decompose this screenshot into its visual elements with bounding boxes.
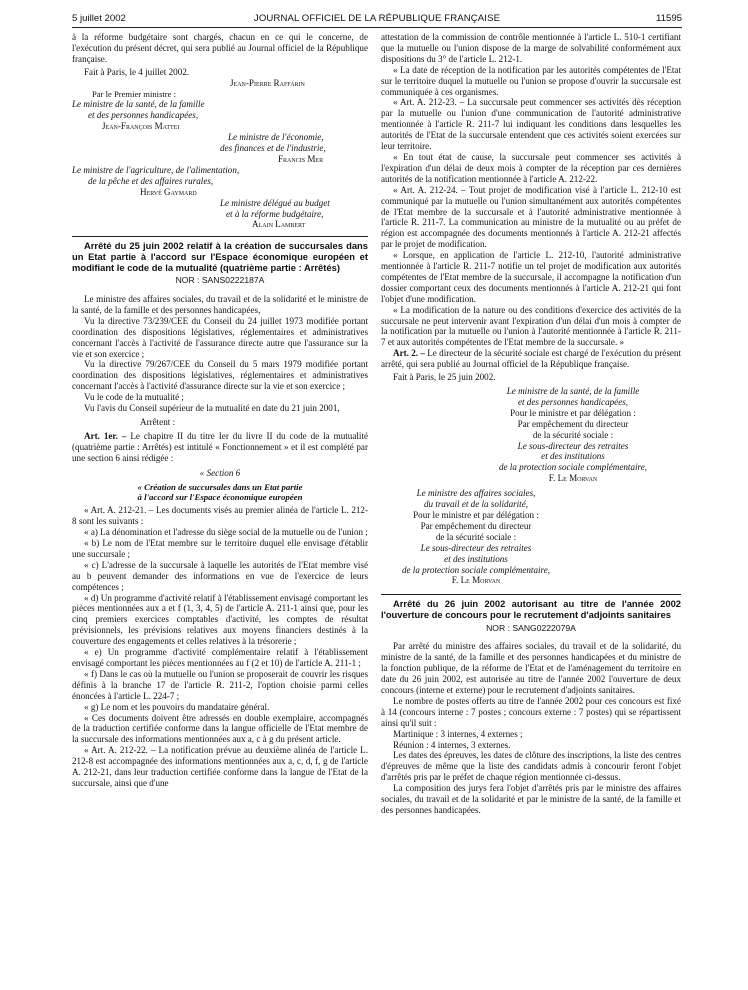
signatory-title: et des personnes handicapées, [88,110,199,121]
signatory-title: Le ministre délégué au budget [220,197,330,208]
signature-date: Fait à Paris, le 4 juillet 2002. [84,66,190,77]
signatory-title: et des institutions [444,553,508,564]
nor-reference: NOR : SANS0222187A [175,275,265,286]
signatory-name: F. Le Morvan [548,473,598,484]
paragraph: Vu l'avis du Conseil supérieur de la mutualité en date du 21 juin 2001, [84,403,340,414]
paragraph: Vu la directive 79/267/CEE du Conseil du 5 mars 1979 modifiée portant coordination des dispositions législatives, réglementaires et administratives concernant l'accès à l'activité d'assurance directe sur la vie et son exercice ; [72,359,368,392]
section-divider [381,594,681,595]
signature-mention: Pour le ministre et par délégation : [413,509,539,520]
decree-title: Arrêté du 25 juin 2002 relatif à la création de succursales dans un Etat partie à l'accord sur l'Espace économique européen et modifiant le code de la mutualité (quatrième partie : Arrêtés) [72,240,368,273]
paragraph: « Art. A. 212-24. – Tout projet de modification visé à l'article L. 212-10 est communiqué par la mutuelle ou l'union simultanément aux autorités compétentes de l'Etat membre de la succursale et à l'autorité administrative mentionnée à l'article R. 211-7. La communication au ministre de la mutualité ou au préfet de région est accompagnée des documents mentionnés à l'article A. 212-21 affectés par le projet de modification. [381,184,681,250]
article-label: Art. 1er. – [84,430,127,441]
signature-mention: Par le Premier ministre : [92,88,177,99]
paragraph: « d) Un programme d'activité relatif à l'établissement envisagé comportant les pièces mentionnées aux a et f (1, 3, 4, 5) de l'article A. 211-1 ainsi que, pour les cinq premiers exercices comptables d'activité, les comptes de résultat prévisionnels, les prévisions relatives aux moyens financiers destinés à la couverture des engagements et celles relatives à la trésorerie ; [72,592,368,647]
signatory-title: Le ministre de l'agriculture, de l'alimentation, [72,164,240,175]
article-label: Art. 2. – [393,348,425,359]
paragraph: « Art. A. 212-23. – La succursale peut commencer ses activités dès réception par la mutuelle ou l'union d'une communication de l'autorité administrative mentionnée à l'article R. 211-7 lui indiquant les conditions dans lesquelles les autorités de l'Etat de la succursale entendent que ces activités soient exercées sur leur territoire. [381,97,681,152]
paragraph: « En tout état de cause, la succursale peut commencer ses activités à l'expiration d'un délai de deux mois à compter de la réception par ces dernières autorités de la notification mentionnée à l'article A. 212-22. [381,151,681,184]
paragraph: Les dates des épreuves, les dates de clôture des inscriptions, la liste des centres d'épreuves de même que la liste des candidats admis à concourir feront l'objet d'arrêtés pris par le préfet de chaque région mentionnée ci-dessus. [381,750,681,783]
signature-mention: Par empêchement du directeur [420,520,532,531]
section-divider [72,236,368,237]
section-title: à l'accord sur l'Espace économique européen [137,492,303,503]
paragraph: « f) Dans le cas où la mutuelle ou l'union se proposerait de couvrir les risques définis à la branche 17 de l'article R. 211-2, l'option choisie parmi celles énoncées à l'article L. 224-7 ; [72,668,368,701]
paragraph: « c) L'adresse de la succursale à laquelle les autorités de l'Etat membre visé au b peuvent demander des informations en vue de l'exercice de leurs compétences ; [72,559,368,592]
signatory-name: Francis Mer [278,153,324,164]
signatory-name: Hervé Gaymard [140,186,197,197]
signatory-name: Alain Lambert [252,219,306,230]
article-text: Le chapitre II du titre Ier du livre II du code de la mutualité (quatrième partie : Arrêtés) est intitulé « Fonctionnement » et il est complété par une section 6 ainsi rédigée : [72,430,368,463]
signatory-name: Jean-Pierre Raffarin [230,77,305,88]
signatory-title: et à la réforme budgétaire, [226,208,324,219]
paragraph: « g) Le nom et les pouvoirs du mandataire général. [84,701,270,712]
paragraph: Vu le code de la mutualité ; [84,392,184,403]
signatory-title: de la protection sociale complémentaire, [498,462,648,473]
signatory-title: Le sous-directeur des retraites [517,440,629,451]
paragraph: Le nombre de postes offerts au titre de l'année 2002 pour ces concours est fixé à 14 (concours interne : 7 postes ; concours externe : 7 postes) qui se répartissent ainsi qu'il suit : [381,695,681,728]
paragraph: attestation de la commission de contrôle mentionnée à l'article L. 510-1 certifiant que la mutuelle ou l'union dispose de la marge de solvabilité conformément aux dispositions du 3° de l'article L. 212-1. [381,32,681,64]
signatory-title: Le ministre de la santé, de la famille [506,386,640,396]
paragraph: « Art. A. 212-22. – La notification prévue au deuxième alinéa de l'article L. 212-8 est accompagnée des informations mentionnées aux a, c, d, f, g de l'article A. 212-21, dans leur traduction certifiée conforme dans la langue de l'Etat de la succursale, ainsi que d'une [72,745,368,788]
paragraph: Le ministre des affaires sociales, du travail et de la solidarité et le ministre de la santé, de la famille et des personnes handicapées, [72,294,368,315]
paragraph: « b) Le nom de l'Etat membre sur le territoire duquel elle envisage d'établir une succursale ; [72,538,368,559]
signatory-title: et des institutions [541,451,605,462]
signatory-title: de la pêche et des affaires rurales, [88,175,214,186]
header-rule [72,27,682,28]
signature-block [381,488,571,586]
paragraph: Martinique : 3 internes, 4 externes ; [393,728,523,739]
paragraph: « La modification de la nature ou des conditions d'exercice des activités de la succursale ne peut intervenir avant l'expiration d'un délai d'un mois à compter de la notification par la mutuelle ou l'union à l'autorité mentionnée à l'article R. 211-7 et aux autorités compétentes de l'Etat membre de la succursale. » [381,304,681,348]
paragraph: La composition des jurys fera l'objet d'arrêtés pris par le ministre des affaires sociales, du travail et de la solidarité et par le ministre de la santé, de la famille et des personnes handicapées. [381,783,681,815]
nor-reference: NOR : SANG0222079A [486,622,576,633]
paragraph: « a) La dénomination et l'adresse du siège social de la mutuelle ou de l'union ; [84,527,368,538]
signature-mention: Par empêchement du directeur [517,418,629,429]
paragraph: « Art. A. 212-21. – Les documents visés au premier alinéa de l'article L. 212-8 sont les suivants : [72,505,368,527]
signatory-title: des finances et de l'industrie, [220,143,326,154]
signature-block [381,386,681,484]
signature-mention: de la sécurité sociale : [532,429,614,440]
paragraph: Vu la directive 73/239/CEE du Conseil du 24 juillet 1973 modifiée portant coordination des dispositions législatives, réglementaires et administratives concernant l'accès à l'activité de l'assurance directe autre que l'assurance sur la vie et son exercice ; [72,315,368,359]
signatory-title: de la protection sociale complémentaire, [401,564,551,575]
paragraph: Réunion : 4 internes, 3 externes. [393,739,511,750]
paragraph: Par arrêté du ministre des affaires sociales, du travail et de la solidarité, du ministre de la santé, de la famille et des personnes handicapées et du ministre de la fonction publique, de la réforme de l'Etat et de l'aménagement du territoire en date du 26 juin 2002, est autorisée au titre de l'année 2002 l'ouverture de deux concours (interne et externe) pour le recrutement d'adjoints sanitaires. [381,641,681,696]
signature-mention: Pour le ministre et par délégation : [510,407,636,418]
signatory-title: du travail et de la solidarité, [423,499,529,510]
article-text: Le directeur de la sécurité sociale est chargé de l'exécution du présent arrêté, qui sera publié au Journal officiel de la République française. [381,348,681,370]
signatory-title: et des personnes handicapées, [517,396,629,407]
paragraph: « La date de réception de la notification par les autorités compétentes de l'Etat sur le territoire duquel la mutuelle ou l'union se propose d'ouvrir la succursale est communiquée à ces organismes. [381,64,681,97]
left-column [72,32,368,789]
page-number: 11595 [656,13,682,24]
signature-mention: de la sécurité sociale : [435,531,517,542]
signatory-name: Jean-François Mattei [102,121,180,132]
signatory-title: Le sous-directeur des retraites [420,542,532,553]
page-header [72,10,682,28]
paragraph: à la réforme budgétaire sont chargés, chacun en ce qui le concerne, de l'exécution du présent décret, qui sera publié au Journal officiel de la République française. [72,32,368,64]
paragraph: « Ces documents doivent être adressés en double exemplaire, accompagnés de la traduction certifiée conforme dans la langue officielle de l'Etat membre de la succursale des informations mentionnées aux a, c à g du présent article. [72,712,368,745]
right-column [381,32,681,816]
decree-title: Arrêté du 26 juin 2002 autorisant au titre de l'année 2002 l'ouverture de concours pour le recrutement d'adjoints sanitaires [381,598,681,620]
signatory-name: F. Le Morvan [451,575,501,586]
journal-title: JOURNAL OFFICIEL DE LA RÉPUBLIQUE FRANÇAISE [253,13,501,24]
header-date: 5 juillet 2002 [72,13,126,24]
section-heading: « Section 6 [199,467,241,478]
signatory-title: Le ministre de la santé, de la famille [72,99,205,110]
signature-date: Fait à Paris, le 25 juin 2002. [393,372,496,383]
arretent-heading: Arrêtent : [140,416,176,427]
paragraph: « e) Un programme d'activité complémentaire relatif à l'établissement envisagé comportant les pièces mentionnées au f (2 et 10) de l'article A. 211-1 ; [72,647,368,668]
section-title: « Création de succursales dans un Etat partie [137,481,303,492]
signatory-title: Le ministre des affaires sociales, [416,488,536,499]
signatory-title: Le ministre de l'économie, [228,132,324,143]
paragraph: « Lorsque, en application de l'article L. 212-10, l'autorité administrative mentionnée à l'article R. 211-7 notifie un tel projet de modification aux autorités compétentes de l'Etat membre de la succursale, il accompagne la notification d'un dossier comportant ceux des documents mentionnés à l'article A. 212-21 qui font l'objet d'une modification. [381,250,681,304]
